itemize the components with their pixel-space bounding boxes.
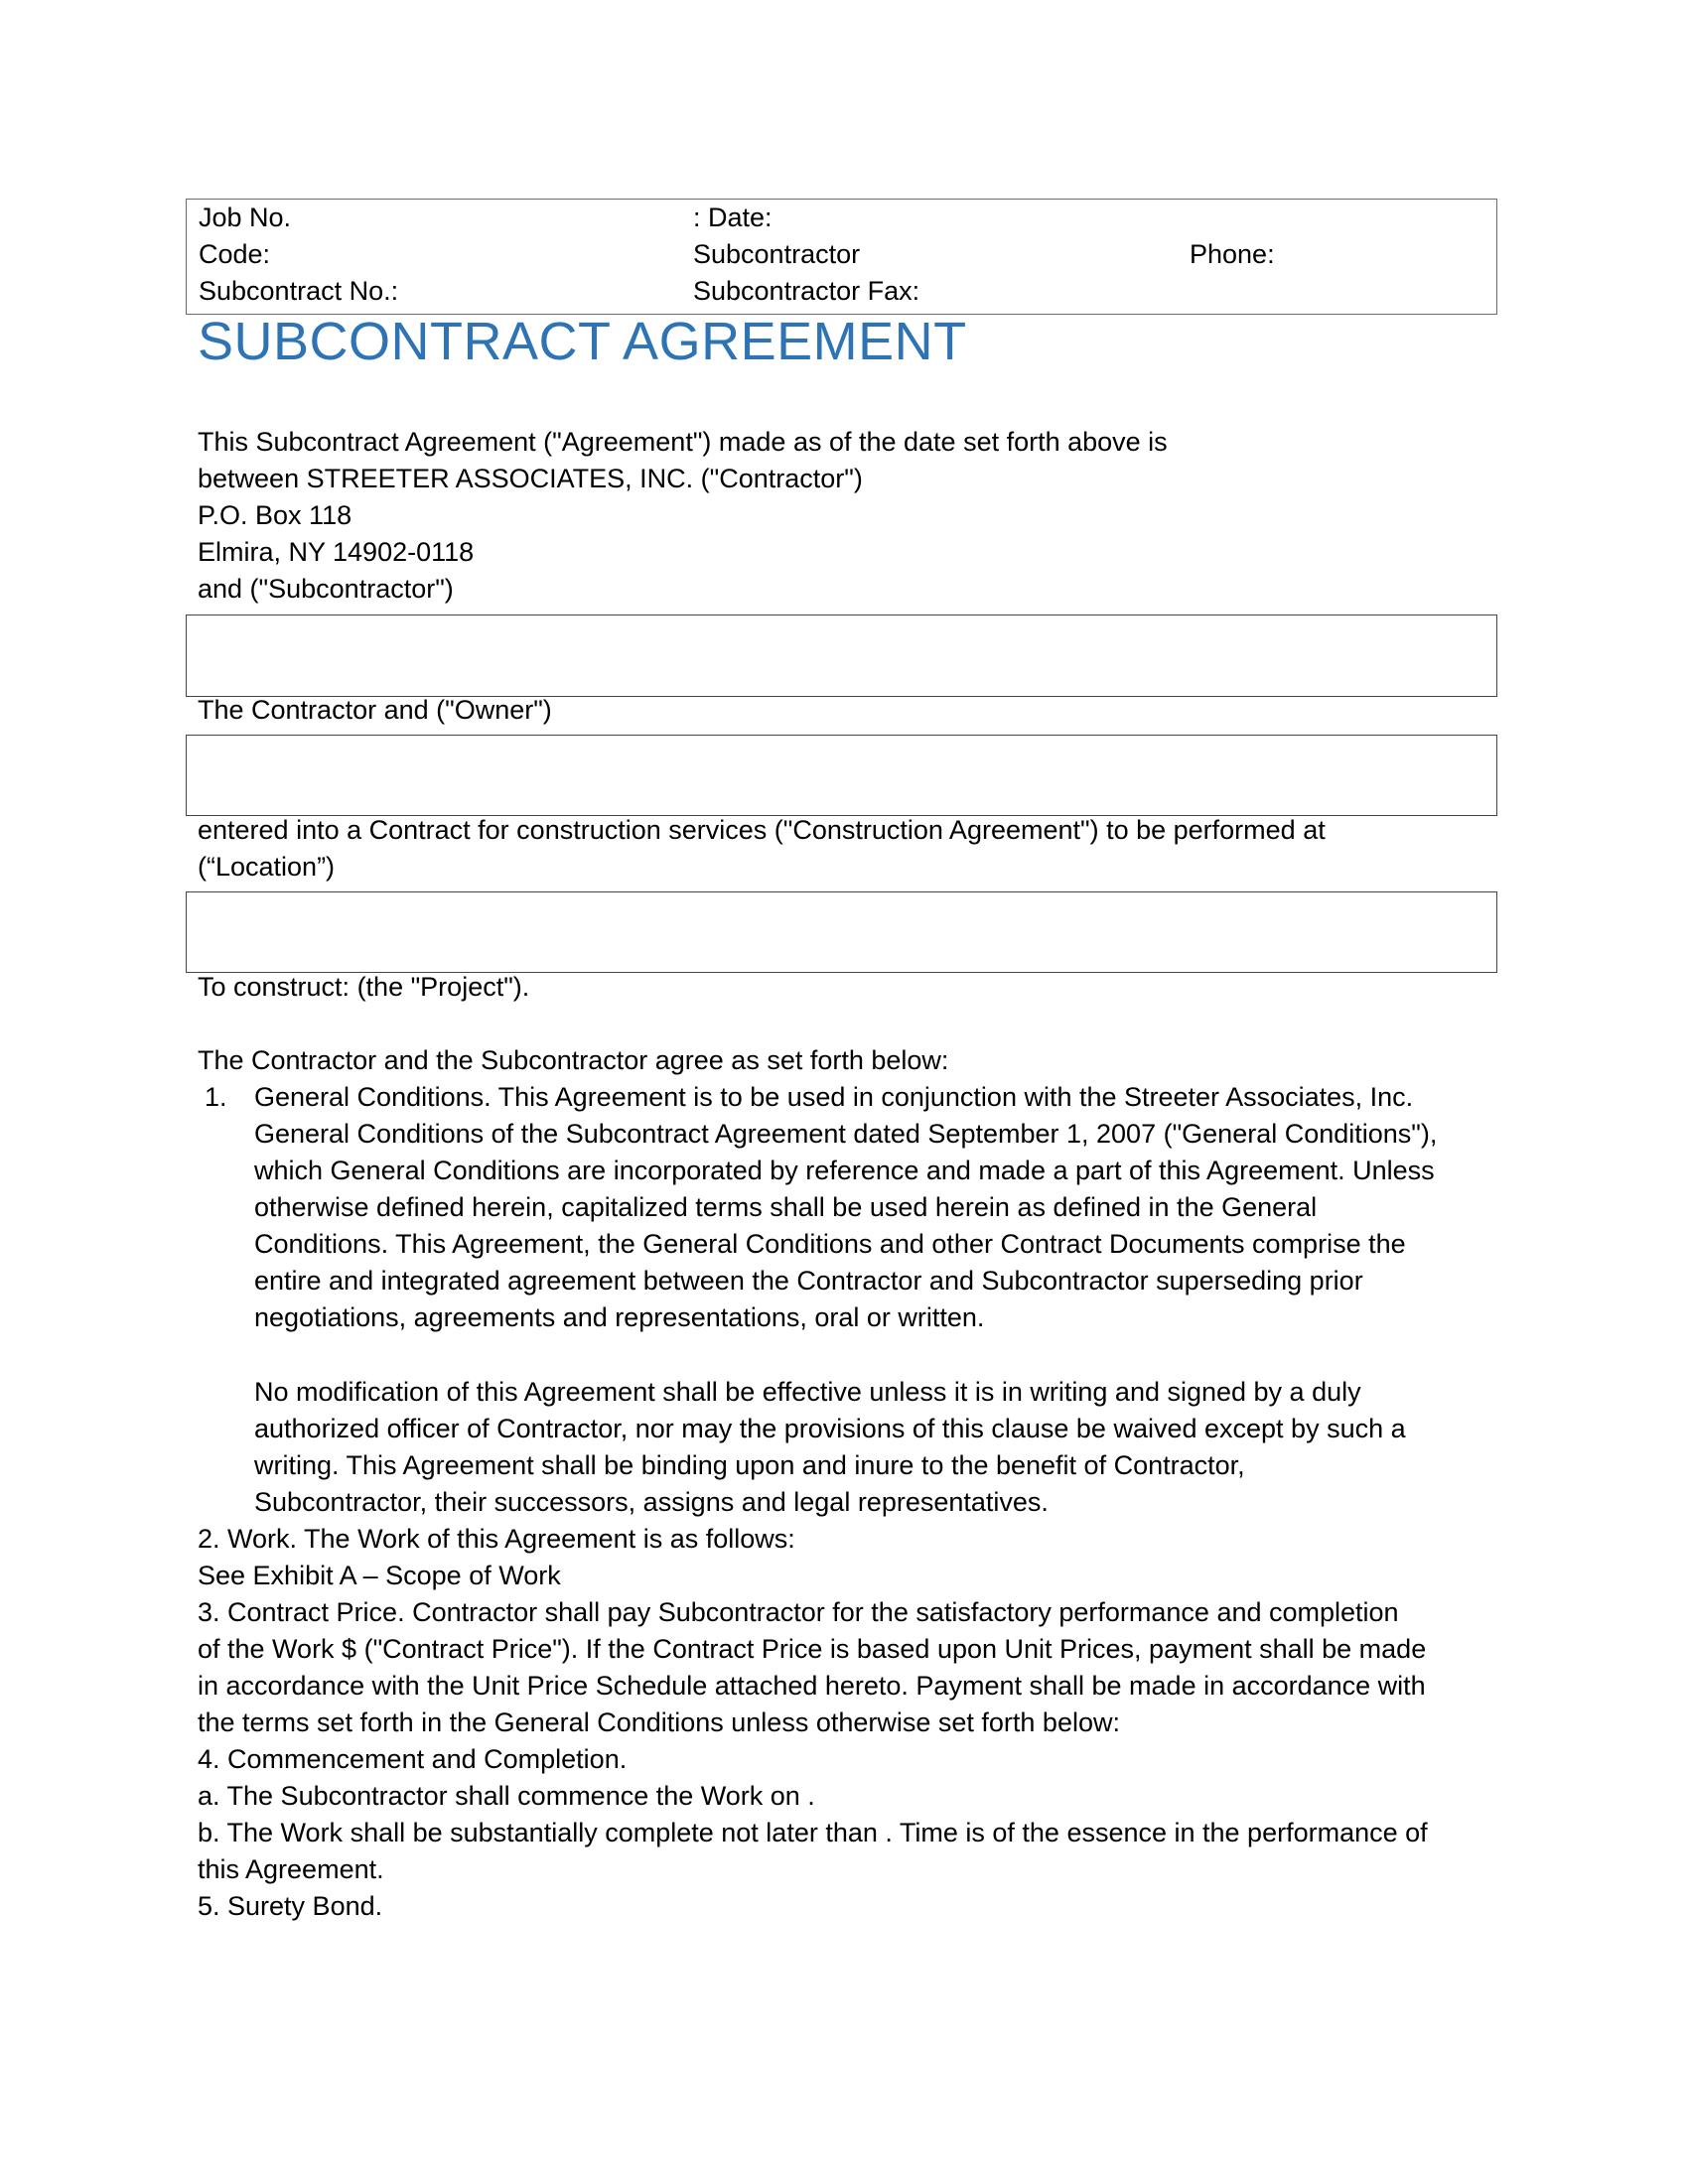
section-1-line: otherwise defined herein, capitalized terms shall be used herein as defined in the General [254,1192,1318,1222]
owner-blank-box[interactable] [186,735,1497,816]
code-label: Code: [199,239,271,269]
section-4-line: b. The Work shall be substantially complete not later than . Time is of the essence in the performance of [198,1818,1428,1847]
project-line: To construct: (the "Project"). [198,972,530,1002]
section-4-line: 4. Commencement and Completion. [198,1744,628,1774]
section-5-line: 5. Surety Bond. [198,1891,383,1921]
section-3-line: the terms set forth in the General Conditions unless otherwise set forth below: [198,1707,1120,1737]
intro-line-2: between STREETER ASSOCIATES, INC. ("Contractor") [198,464,863,493]
subcontractor-blank-box[interactable] [186,614,1497,697]
header-info-box [186,199,1497,315]
intro-line-4: Elmira, NY 14902-0118 [198,537,475,567]
intro-line-1: This Subcontract Agreement ("Agreement") made as of the date set forth above is [198,427,1168,457]
section-1-para2-line: Subcontractor, their successors, assigns and legal representatives. [254,1487,1049,1517]
section-4-line: this Agreement. [198,1854,384,1884]
section-1-line: negotiations, agreements and representations, oral or written. [254,1302,985,1332]
section-4-line: a. The Subcontractor shall commence the Work on . [198,1781,815,1811]
intro-line-5: and ("Subcontractor") [198,574,454,604]
date-label: : Date: [693,203,773,232]
section-1-line: which General Conditions are incorporated by reference and made a part of this Agreement. Unless [254,1156,1435,1185]
intro-line-3: P.O. Box 118 [198,500,352,530]
phone-label: Phone: [1190,239,1275,269]
section-1-line: General Conditions. This Agreement is to be used in conjunction with the Streeter Associates, Inc. [254,1082,1414,1112]
subcontract-no-label: Subcontract No.: [199,276,399,306]
page-title: SUBCONTRACT AGREEMENT [198,312,967,371]
subcontractor-label: Subcontractor [693,239,861,269]
section-3-line: 3. Contract Price. Contractor shall pay Subcontractor for the satisfactory performance and completion [198,1597,1399,1627]
section-1-number: 1. [205,1082,227,1112]
location-blank-box[interactable] [186,891,1497,973]
owner-line: The Contractor and ("Owner") [198,695,552,725]
section-2-line-2: See Exhibit A – Scope of Work [198,1561,561,1590]
section-1-line: General Conditions of the Subcontract Agreement dated September 1, 2007 ("General Conditions"), [254,1119,1438,1149]
section-3-line: of the Work $ ("Contract Price"). If the Contract Price is based upon Unit Prices, payment shall be made [198,1634,1427,1664]
location-line-2: (“Location”) [198,852,336,882]
location-line-1: entered into a Contract for construction services ("Construction Agreement") to be performed at [198,815,1326,845]
section-1-para2-line: authorized officer of Contractor, nor may the provisions of this clause be waived except by such a [254,1414,1406,1443]
section-1-line: entire and integrated agreement between the Contractor and Subcontractor superseding prior [254,1266,1363,1296]
subcontractor-fax-label: Subcontractor Fax: [693,276,920,306]
section-1-line: Conditions. This Agreement, the General Conditions and other Contract Documents comprise the [254,1229,1406,1259]
section-3-line: in accordance with the Unit Price Schedule attached hereto. Payment shall be made in accordance with [198,1671,1426,1701]
section-1-para2-line: writing. This Agreement shall be binding upon and inure to the benefit of Contractor, [254,1450,1245,1480]
section-2-line-1: 2. Work. The Work of this Agreement is as follows: [198,1524,795,1554]
agree-line: The Contractor and the Subcontractor agree as set forth below: [198,1045,949,1075]
section-1-para2-line: No modification of this Agreement shall be effective unless it is in writing and signed by a duly [254,1377,1361,1407]
job-no-label: Job No. [199,203,292,232]
